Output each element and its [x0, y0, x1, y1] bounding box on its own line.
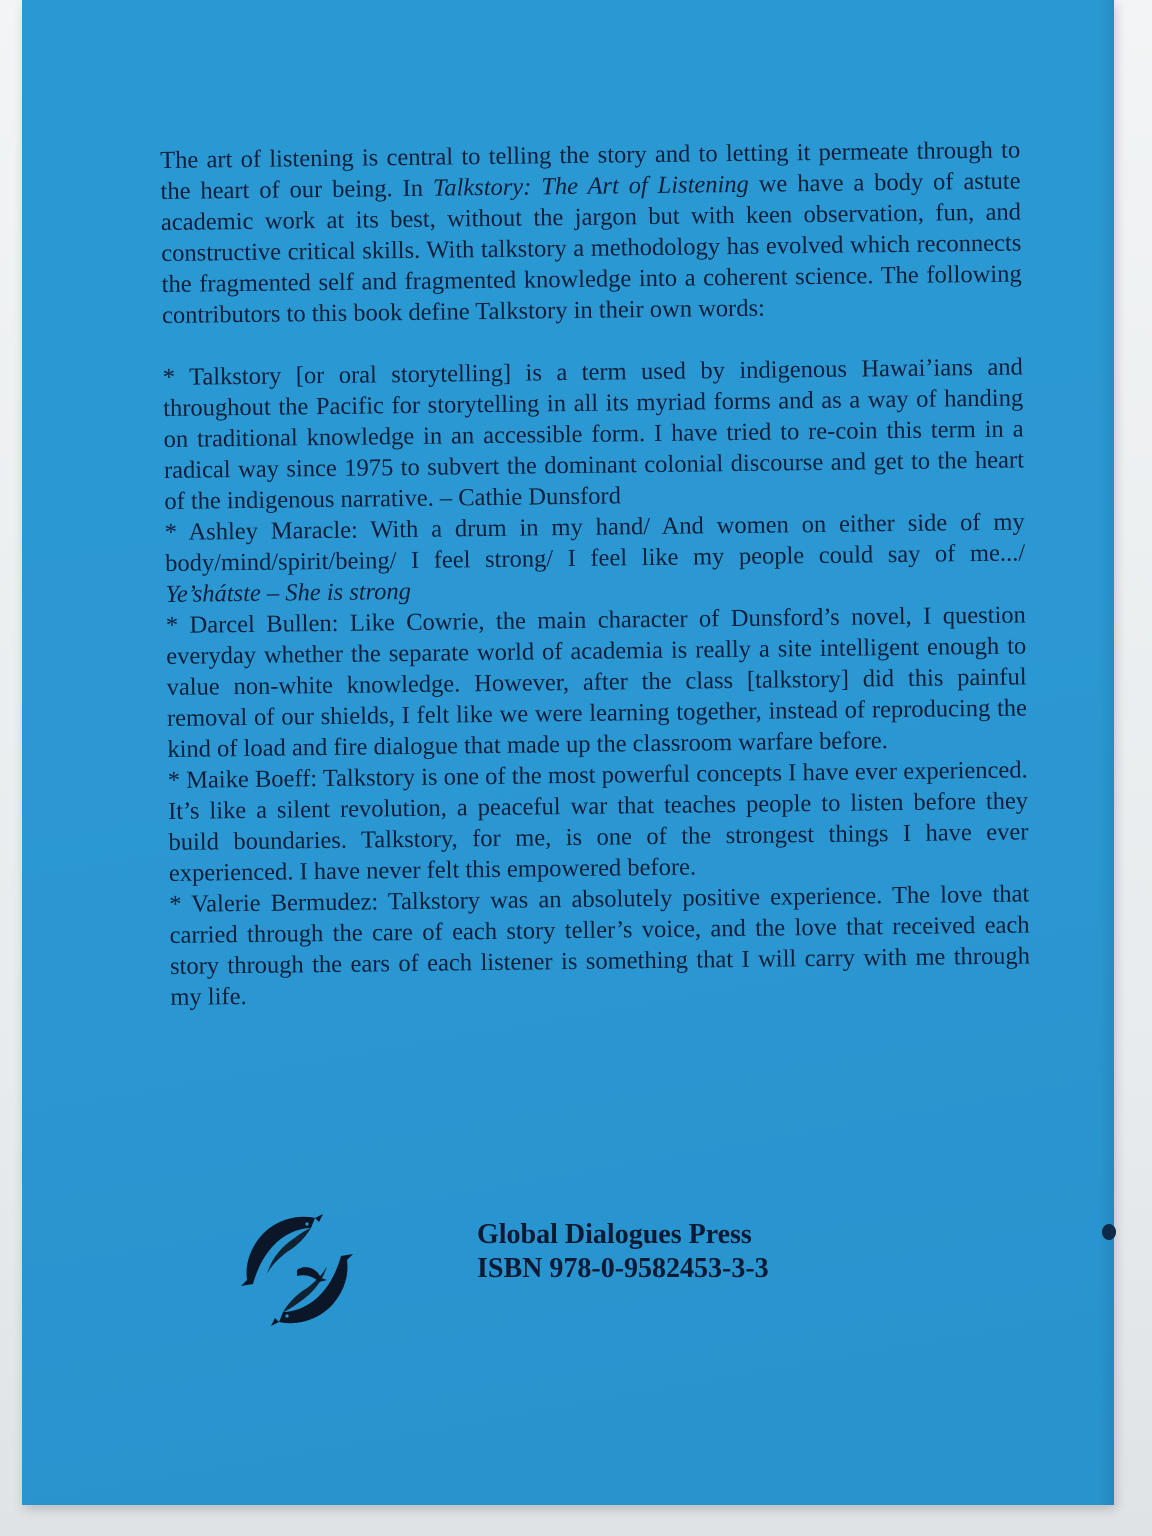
- intro-paragraph: The art of listening is central to telling the story and to letting it permeate through to the heart of our being. In Talkstory: The Art of Listening we have a body of astute academic work at its best, without the jargon but with keen observation, fun, and constructive critical skills. With talkstory a methodology has evolved which reconnects the fragmented self and fragmented knowledge into a coherent science. The following contributors to this book define Talkstory in their own words:: [160, 136, 1022, 329]
- blurb-text: [160, 134, 1031, 1012]
- quote-dunsford: * Talkstory [or oral storytelling] is a term used by indigenous Hawai’ians and throughout the Pacific for storytelling in all its myriad forms and as a way of handing on traditional knowledge in an accessible form. I have tried to re-coin this term in a radical way since 1975 to subvert the dominant colonial discourse and get to the heart of the indigenous narrative. – Cathie Dunsford: [162, 353, 1025, 515]
- two-dolphins-circle-icon: [227, 1210, 367, 1330]
- quote-boeff: * Maike Boeff: Talkstory is one of the most powerful concepts I have ever experienced. It’s like a silent revolution, a peaceful war that teaches people to listen before they build boundaries. Talkstory, for me, is one of the strongest things I have ever experienced. I have never felt this empowered before.: [167, 756, 1029, 887]
- publisher-name: Global Dialogues Press: [477, 1219, 752, 1250]
- quote-maracle: * Ashley Maracle: With a drum in my hand/ And women on either side of my body/mind/spirit/being/ I feel strong/ I feel like my people could say of me.../ Ye’shátste – She is strong: [164, 508, 1026, 608]
- book-title: Talkstory: The Art of Listening: [432, 170, 750, 202]
- ink-spot: [1102, 1224, 1116, 1240]
- cover-spine-edge: [1098, 0, 1114, 1505]
- isbn: ISBN 978-0-9582453-3-3: [477, 1253, 769, 1284]
- publisher-block: [477, 1218, 769, 1286]
- quote-bullen: * Darcel Bullen: Like Cowrie, the main character of Dunsford’s novel, I question everyday whether the separate world of academia is really a site intelligent enough to value non-white knowledge. However, after the class [talkstory] did this painful removal of our shields, I felt like we were learning together, instead of reproducing the kind of load and fire dialogue that made up the classroom warfare before.: [165, 601, 1028, 763]
- book-back-cover: [22, 0, 1114, 1505]
- quote-bermudez: * Valerie Bermudez: Talkstory was an absolutely positive experience. The love that carried through the care of each story teller’s voice, and the love that received each story through the ears of each listener is something that I will carry with me through my life.: [169, 880, 1031, 1011]
